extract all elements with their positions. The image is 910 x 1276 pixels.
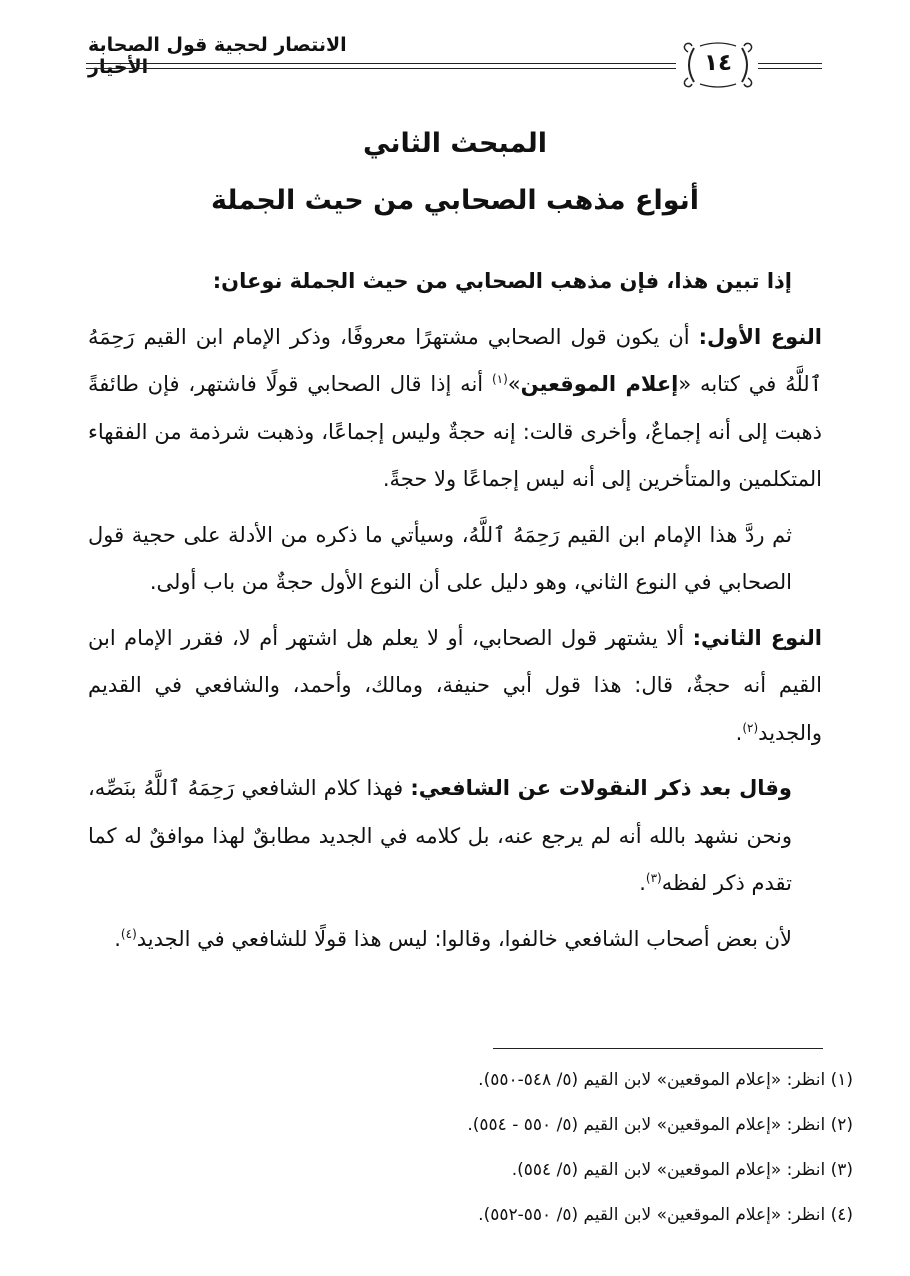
footnote-item: (٣) انظر: «إعلام الموقعين» لابن القيم (٥/ ٥٥٤). <box>511 1160 853 1180</box>
intro-paragraph: إذا تبين هذا، فإن مذهب الصحابي من حيث الجملة نوعان: <box>212 269 792 293</box>
footnote-item: (٢) انظر: «إعلام الموقعين» لابن القيم (٥/ ٥٥٠ - ٥٥٤). <box>467 1115 853 1135</box>
paragraph-first-type: النوع الأول: أن يكون قول الصحابي مشتهرًا معروفًا، وذكر الإمام ابن القيم رَحِمَهُ ٱللَّهُ في كتابه «إعلام الموقعين»$^{(١)}$ أنه إذا قال الصحابي قولًا فاشتهر، فإن طائفةً ذهبت إلى أنه إجماعٌ، وأخرى قالت: إنه حجةٌ وليس إجماعًا، وذهبت شرذمة من الفقهاء المتكلمين والمتأخرين إلى أنه ليس إجماعًا ولا حجةً. <box>88 324 822 491</box>
footnote-ref[interactable]: (٤) <box>120 926 137 941</box>
section-subtitle: أنواع مذهب الصحابي من حيث الجملة <box>210 185 700 216</box>
running-header-title: الانتصار لحجية قول الصحابة الأخيار <box>88 34 347 78</box>
first-type-label: النوع الأول: <box>698 324 822 349</box>
paragraph-text: لأن بعض أصحاب الشافعي خالفوا، وقالوا: ليس هذا قولًا للشافعي في الجديد <box>136 926 792 951</box>
section-heading: المبحث الثاني <box>363 128 547 159</box>
header-rule <box>758 63 822 64</box>
paragraph-refutation: ثم ردَّ هذا الإمام ابن القيم رَحِمَهُ ٱللَّهُ، وسيأتي ما ذكره من الأدلة على حجية قول الصحابي في النوع الثاني، وهو دليل على أن النوع الأول حجةٌ من باب أولى. <box>88 522 792 594</box>
paragraph-second-type: النوع الثاني: ألا يشتهر قول الصحابي، أو لا يعلم هل اشتهر أم لا، فقرر الإمام ابن القيم أنه حجةٌ، قال: هذا قول أبي حنيفة، ومالك، وأحمد، والشافعي في القديم والجديد$^{(٢)}$. <box>88 625 822 745</box>
header-rule <box>86 63 676 64</box>
page-number: ١٤ <box>703 50 733 76</box>
paragraph-text: ألا يشتهر قول الصحابي، أو لا يعلم هل اشتهر أم لا، فقرر الإمام ابن القيم أنه حجةٌ، قال: هذا قول أبي حنيفة، ومالك، وأحمد، والشافعي في القديم والجديد <box>88 625 822 745</box>
paragraph-shafii-quote: وقال بعد ذكر النقولات عن الشافعي: فهذا كلام الشافعي رَحِمَهُ ٱللَّهُ بنَصِّه، ونحن نشهد بالله أنه لم يرجع عنه، بل كلامه في الجديد مطابقٌ لهذا موافقٌ له كما تقدم ذكر لفظه$^{(٣)}$. <box>88 776 792 895</box>
book-title: إعلام الموقعين <box>520 372 679 396</box>
quote-intro-label: وقال بعد ذكر النقولات عن الشافعي: <box>410 776 792 800</box>
footnote-item: (١) انظر: «إعلام الموقعين» لابن القيم (٥/ ٥٤٨-٥٥٠). <box>478 1070 853 1090</box>
second-type-label: النوع الثاني: <box>692 625 822 650</box>
header-rule <box>758 68 822 69</box>
footnote-item: (٤) انظر: «إعلام الموقعين» لابن القيم (٥/ ٥٥٠-٥٥٢). <box>478 1205 853 1225</box>
body-text <box>88 258 822 971</box>
footnote-ref[interactable]: (١) <box>491 372 508 386</box>
paragraph-text: أن يكون قول الصحابي مشتهرًا معروفًا، وذكر الإمام ابن القيم رَحِمَهُ ٱللَّهُ في كتابه « <box>88 324 822 396</box>
footnote-separator <box>493 1048 823 1049</box>
footnote-ref[interactable]: (٢) <box>742 720 759 735</box>
paragraph-text: أنه إذا قال الصحابي قولًا فاشتهر، فإن طائفةً ذهبت إلى أنه إجماعٌ، وأخرى قالت: إنه حجةٌ وليس إجماعًا، وذهبت شرذمة من الفقهاء المتكلمين والمتأخرين إلى أنه ليس إجماعًا ولا حجةً. <box>88 372 822 491</box>
header-rule <box>86 68 676 69</box>
paragraph-text: فهذا كلام الشافعي رَحِمَهُ ٱللَّهُ بنَصِّه، ونحن نشهد بالله أنه لم يرجع عنه، بل كلامه في الجديد مطابقٌ لهذا موافقٌ له كما تقدم ذكر لفظه <box>88 776 792 895</box>
footnote-ref[interactable]: (٣) <box>645 871 662 885</box>
paragraph-reason: لأن بعض أصحاب الشافعي خالفوا، وقالوا: ليس هذا قولًا للشافعي في الجديد$^{(٤)}$. <box>114 926 792 951</box>
footnotes <box>88 1058 853 1238</box>
